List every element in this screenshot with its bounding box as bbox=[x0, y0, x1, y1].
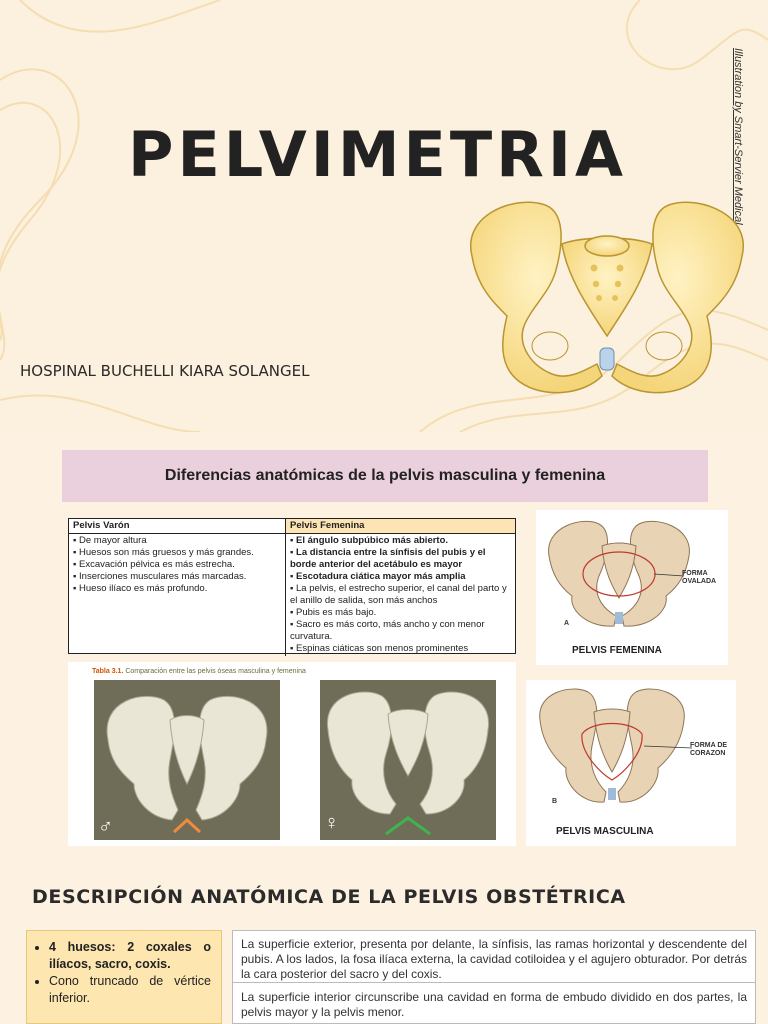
female-pelvis-icon bbox=[544, 516, 694, 634]
list-item: ▪ Inserciones musculares más marcadas. bbox=[73, 571, 281, 583]
figure-letter: B bbox=[552, 798, 558, 805]
slide-title: PELVIMETRIA bbox=[128, 118, 627, 191]
list-item: ▪ El ángulo subpúbico más abierto. bbox=[290, 535, 511, 547]
figure-caption: PELVIS FEMENINA bbox=[572, 645, 662, 656]
exterior-description: La superficie exterior, presenta por delante, la sínfisis, las ramas horizontal y descendente del pubis. A los lados, la fosa ilíaca externa, la cavidad cotiloidea y el agujero obturador. Por detrás la cara posterior del sacro y del coxis. bbox=[233, 931, 755, 983]
male-pelvis-figure bbox=[526, 680, 736, 846]
list-item: • 4 huesos: 2 coxales o ilíacos, sacro, coxis. bbox=[49, 939, 211, 973]
list-item: ▪ La pelvis, el estrecho superior, el canal del parto y el anillo de salida, son más anchos bbox=[290, 583, 511, 607]
list-item: ▪ Escotadura ciática mayor más amplia bbox=[290, 571, 511, 583]
illustration-credit[interactable]: Illustration by Smart-Servier Medical bbox=[732, 48, 744, 225]
banner-title: Diferencias anatómicas de la pelvis masculina y femenina bbox=[164, 467, 606, 484]
comparison-table bbox=[68, 518, 516, 654]
list-item: ▪ Sacro es más corto, más ancho y con menor curvatura. bbox=[290, 619, 511, 643]
male-pelvis-photo-icon bbox=[94, 680, 280, 840]
female-symbol-icon: ♀ bbox=[324, 812, 339, 834]
caption-text: Comparación entre las pelvis óseas masculina y femenina bbox=[125, 668, 306, 675]
interior-description: La superficie interior circunscribe una cavidad en forma de embudo dividido en dos partes, la pelvis mayor y la pelvis menor. bbox=[241, 990, 747, 1019]
key-facts-box bbox=[26, 930, 222, 1024]
anatomy-slide bbox=[0, 864, 768, 1024]
male-symbol-icon: ♂ bbox=[98, 816, 113, 838]
list-item: ▪ Pubis es más bajo. bbox=[290, 607, 511, 619]
comparison-photo-table bbox=[68, 662, 516, 846]
figure-caption: PELVIS MASCULINA bbox=[556, 826, 654, 837]
comparison-slide bbox=[0, 432, 768, 864]
list-item: ▪ De mayor altura bbox=[73, 535, 281, 547]
section-banner bbox=[62, 450, 708, 502]
pelvis-illustration-icon bbox=[462, 196, 752, 398]
shape-label-oval: FORMA OVALADA bbox=[682, 570, 717, 585]
photo-table-caption bbox=[92, 668, 512, 675]
figure-letter: A bbox=[564, 620, 570, 627]
list-item: ▪ La distancia entre la sínfisis del pubis y el borde anterior del acetábulo es mayor bbox=[290, 547, 511, 571]
description-table bbox=[232, 930, 756, 1024]
title-slide bbox=[0, 0, 768, 432]
female-traits-cell bbox=[286, 534, 516, 657]
table-header-female: Pelvis Femenina bbox=[286, 519, 516, 534]
section-heading: DESCRIPCIÓN ANATÓMICA DE LA PELVIS OBSTÉTRICA bbox=[32, 886, 626, 908]
list-item: ▪ Espinas ciáticas son menos prominentes bbox=[290, 643, 511, 655]
caption-prefix: Tabla 3.1. bbox=[92, 668, 124, 675]
list-item: ▪ Excavación pélvica es más estrecha. bbox=[73, 559, 281, 571]
male-pelvis-photo bbox=[94, 680, 280, 840]
author-name: HOSPINAL BUCHELLI KIARA SOLANGEL bbox=[20, 362, 310, 380]
female-pelvis-photo bbox=[320, 680, 496, 840]
table-header-male: Pelvis Varón bbox=[69, 519, 286, 534]
shape-label-heart: FORMA DE CORAZON bbox=[690, 742, 728, 757]
female-pelvis-photo-icon bbox=[320, 680, 496, 840]
list-item: • Cono truncado de vértice inferior. bbox=[49, 973, 211, 1007]
male-traits-cell bbox=[69, 534, 286, 657]
list-item: ▪ Huesos son más gruesos y más grandes. bbox=[73, 547, 281, 559]
female-pelvis-figure bbox=[536, 510, 728, 665]
male-pelvis-icon bbox=[532, 684, 692, 808]
list-item: ▪ Hueso ilíaco es más profundo. bbox=[73, 583, 281, 595]
